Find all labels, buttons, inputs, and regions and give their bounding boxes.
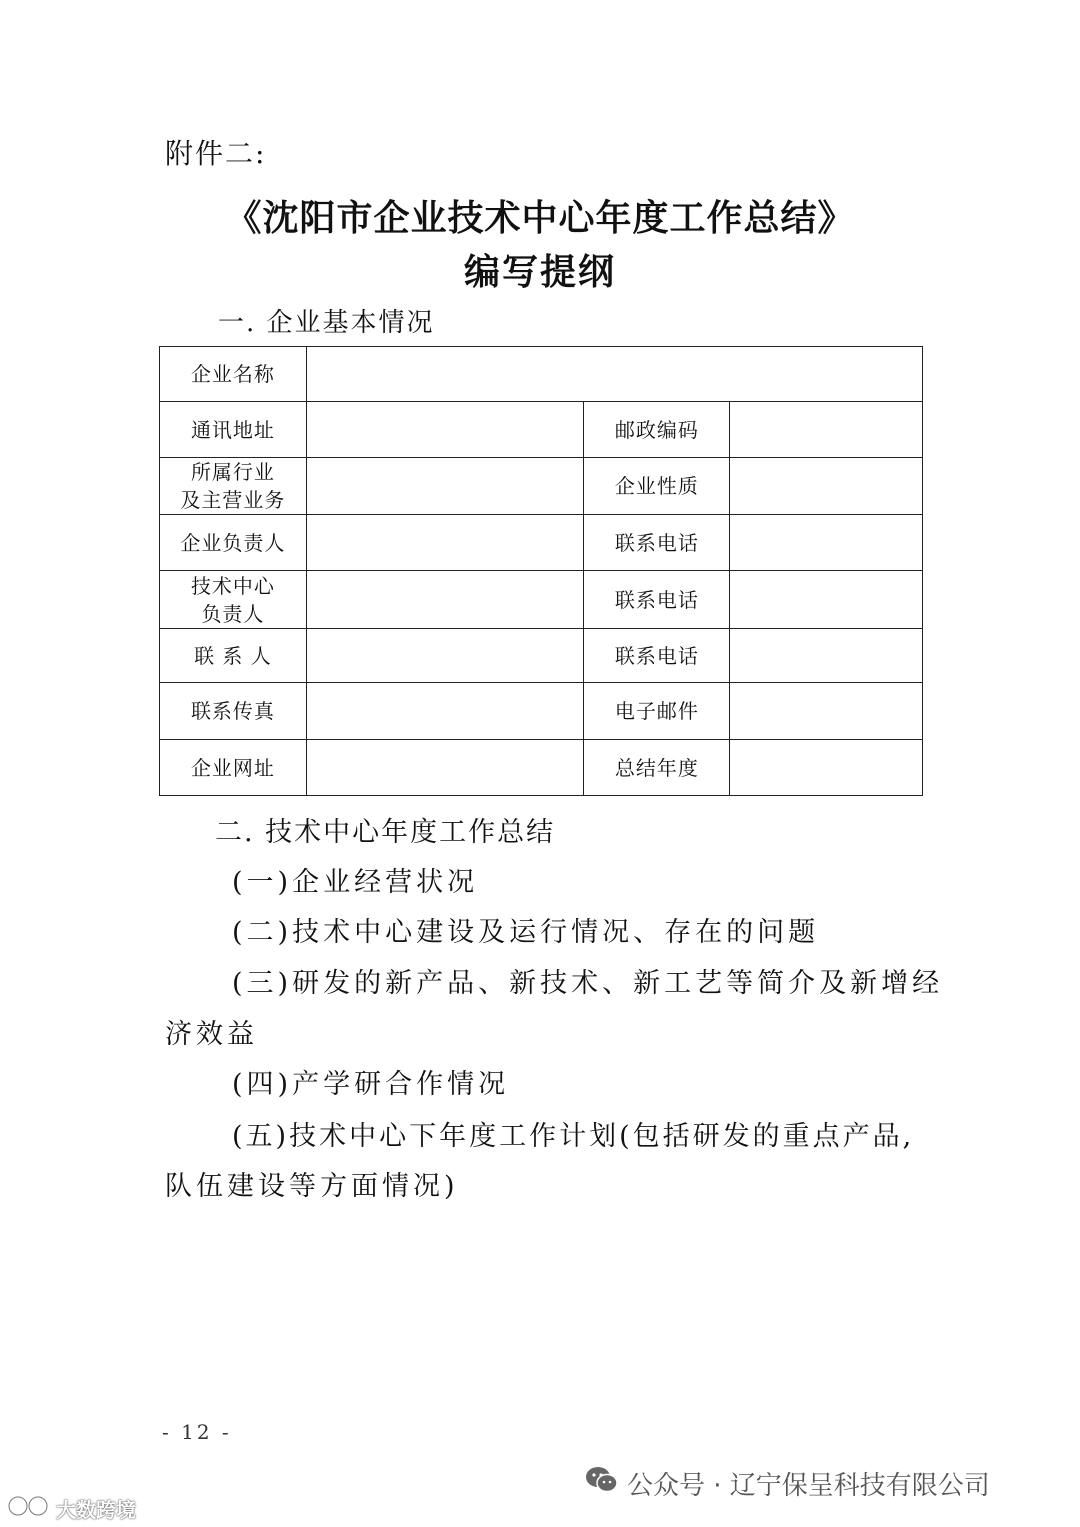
value-email [730, 683, 923, 740]
label-tech-head-line2: 负责人 [201, 601, 265, 626]
label-postcode: 邮政编码 [584, 402, 730, 458]
value-phone-2 [730, 571, 923, 629]
table-row [160, 629, 923, 683]
site-watermark [6, 1494, 136, 1523]
outline-item-3-line2: 济效益 [165, 1019, 258, 1050]
label-tech-head [160, 571, 307, 629]
value-head [306, 515, 584, 571]
outline-item-4: (四)产学研合作情况 [232, 1069, 510, 1100]
document-subtitle: 编写提纲 [463, 252, 616, 293]
label-email: 电子邮件 [584, 683, 730, 740]
label-head: 企业负责人 [160, 515, 307, 571]
table-row [160, 571, 923, 629]
outline-item-5-line1: (五)技术中心下年度工作计划(包括研发的重点产品, [232, 1121, 915, 1152]
company-info-table [159, 346, 923, 796]
site-logo-icon [6, 1494, 52, 1523]
page-number: - 12 - [162, 1420, 232, 1444]
label-website: 企业网址 [160, 740, 307, 796]
value-nature [730, 458, 923, 515]
section-heading-annual-summary: 二. 技术中心年度工作总结 [215, 817, 556, 848]
table-row [160, 740, 923, 796]
wechat-watermark-text: 公众号 · 辽宁保呈科技有限公司 [627, 1471, 990, 1501]
label-industry-line1: 所属行业 [190, 460, 275, 484]
label-industry-line2: 及主营业务 [180, 488, 286, 512]
site-watermark-text: 大数跨境 [56, 1498, 136, 1522]
label-fax: 联系传真 [160, 683, 307, 740]
table-row [160, 458, 923, 515]
value-contact [306, 629, 584, 683]
value-tech-head [306, 571, 584, 629]
label-nature: 企业性质 [584, 458, 730, 515]
label-contact: 联 系 人 [160, 629, 307, 683]
value-phone-1 [730, 515, 923, 571]
table-row [160, 515, 923, 571]
label-industry [160, 458, 307, 515]
outline-item-5-line2: 队伍建设等方面情况) [165, 1171, 459, 1202]
value-fax [306, 683, 584, 740]
table-row [160, 402, 923, 458]
value-phone-3 [730, 629, 923, 683]
label-phone-3: 联系电话 [584, 629, 730, 683]
label-address: 通讯地址 [160, 402, 307, 458]
outline-item-3-line1: (三)研发的新产品、新技术、新工艺等简介及新增经 [232, 968, 944, 999]
label-year: 总结年度 [584, 740, 730, 796]
wechat-watermark [585, 1465, 990, 1502]
value-website [306, 740, 584, 796]
label-phone-2: 联系电话 [584, 571, 730, 629]
wechat-icon [585, 1465, 619, 1502]
label-phone-1: 联系电话 [584, 515, 730, 571]
outline-item-1: (一)企业经营状况 [232, 867, 479, 898]
value-postcode [730, 402, 923, 458]
table-row [160, 347, 923, 402]
value-year [730, 740, 923, 796]
outline-item-2: (二)技术中心建设及运行情况、存在的问题 [232, 917, 820, 948]
label-company-name: 企业名称 [160, 347, 307, 402]
value-address [306, 402, 584, 458]
value-company-name [306, 347, 922, 402]
document-title: 《沈阳市企业技术中心年度工作总结》 [225, 198, 855, 239]
value-industry [306, 458, 584, 515]
section-heading-basic-info: 一. 企业基本情况 [218, 308, 435, 338]
label-tech-head-line1: 技术中心 [190, 573, 275, 598]
table-row [160, 683, 923, 740]
annex-label: 附件二: [165, 137, 267, 170]
